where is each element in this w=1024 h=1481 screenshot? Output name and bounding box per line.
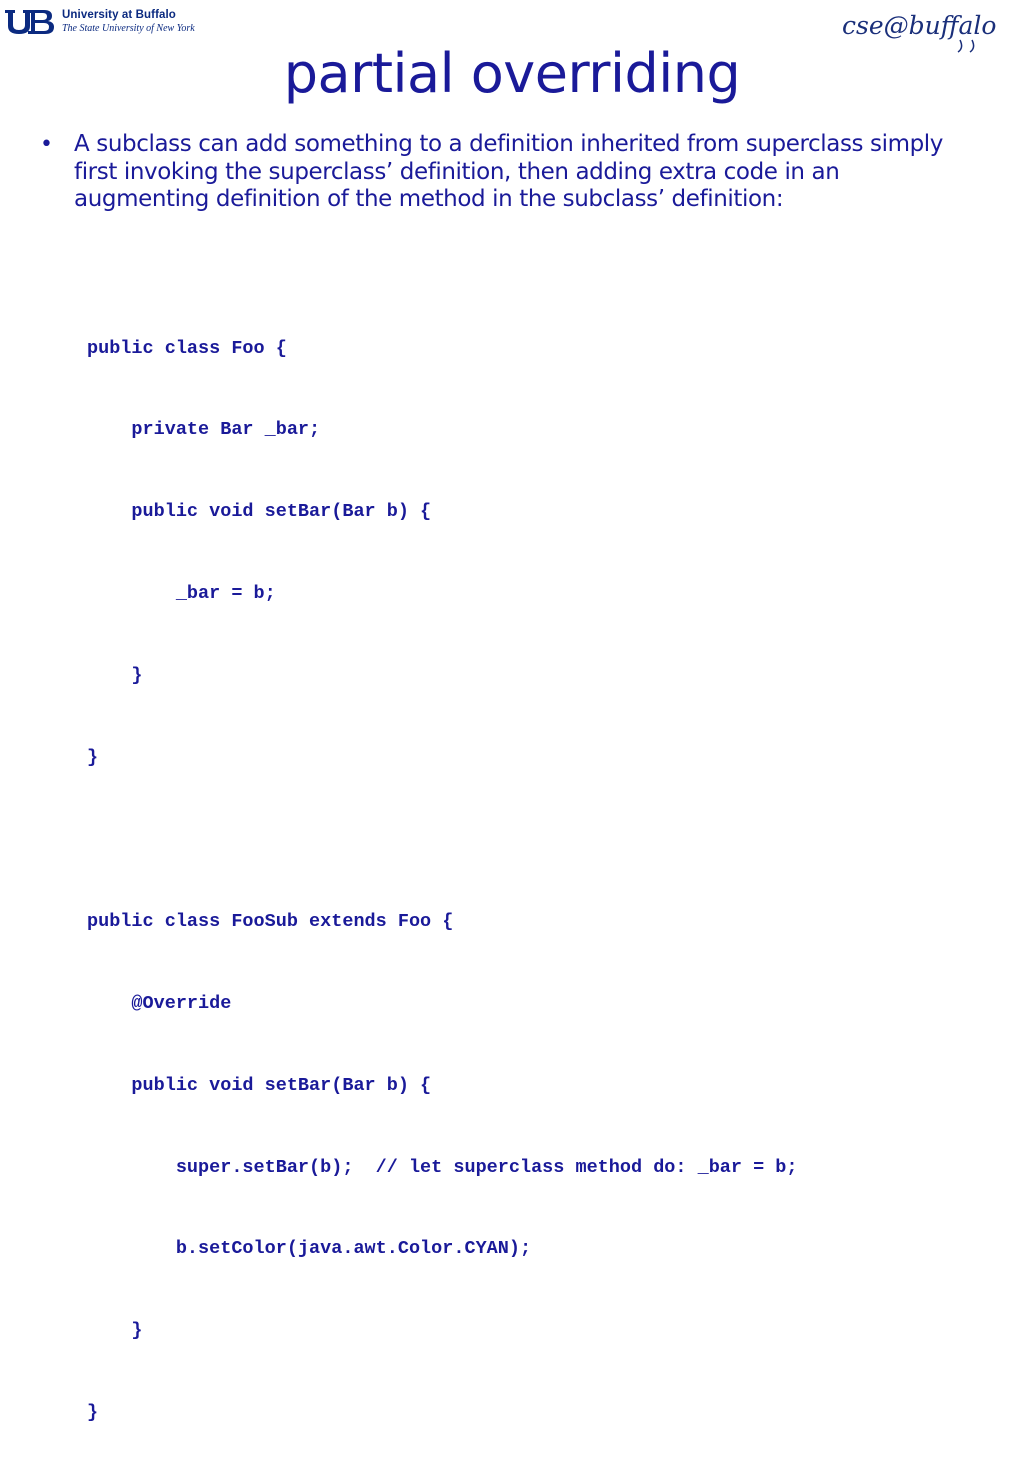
code-line: public class FooSub extends Foo { xyxy=(87,910,454,932)
code-line: _bar = b; xyxy=(87,583,276,605)
slide-title: partial overriding xyxy=(283,42,741,105)
code-line: } xyxy=(87,665,143,687)
code-line: b.setColor(java.awt.Color.CYAN); xyxy=(87,1238,532,1260)
code-line: public void setBar(Bar b) { xyxy=(87,1074,432,1096)
ub-subtitle: The State University of New York xyxy=(62,22,195,34)
code-line: public void setBar(Bar b) { xyxy=(87,501,432,523)
ub-monogram-icon xyxy=(4,8,56,36)
ub-name: University at Buffalo xyxy=(62,9,176,22)
bullet-item xyxy=(34,131,984,214)
code-line: } xyxy=(87,1320,143,1342)
bullet-dot-icon: • xyxy=(40,132,53,157)
bullet-text: A subclass can add something to a definition inherited from superclass simply first invoking the superclass’ definition, then adding extra code in an augmenting definition of the method in the subclass’ definition: xyxy=(74,131,944,212)
code-block xyxy=(87,280,798,1481)
code-line: } xyxy=(87,1402,99,1424)
code-line: private Bar _bar; xyxy=(87,419,321,441)
code-line: } xyxy=(87,747,99,769)
code-line xyxy=(87,826,798,853)
code-line: public class Foo { xyxy=(87,337,287,359)
code-line: super.setBar(b); // let superclass method do: _bar = b; xyxy=(87,1156,798,1178)
cse-logo-text: cse@buffalo xyxy=(842,11,997,40)
code-line: @Override xyxy=(87,992,232,1014)
ub-logo xyxy=(4,8,195,36)
